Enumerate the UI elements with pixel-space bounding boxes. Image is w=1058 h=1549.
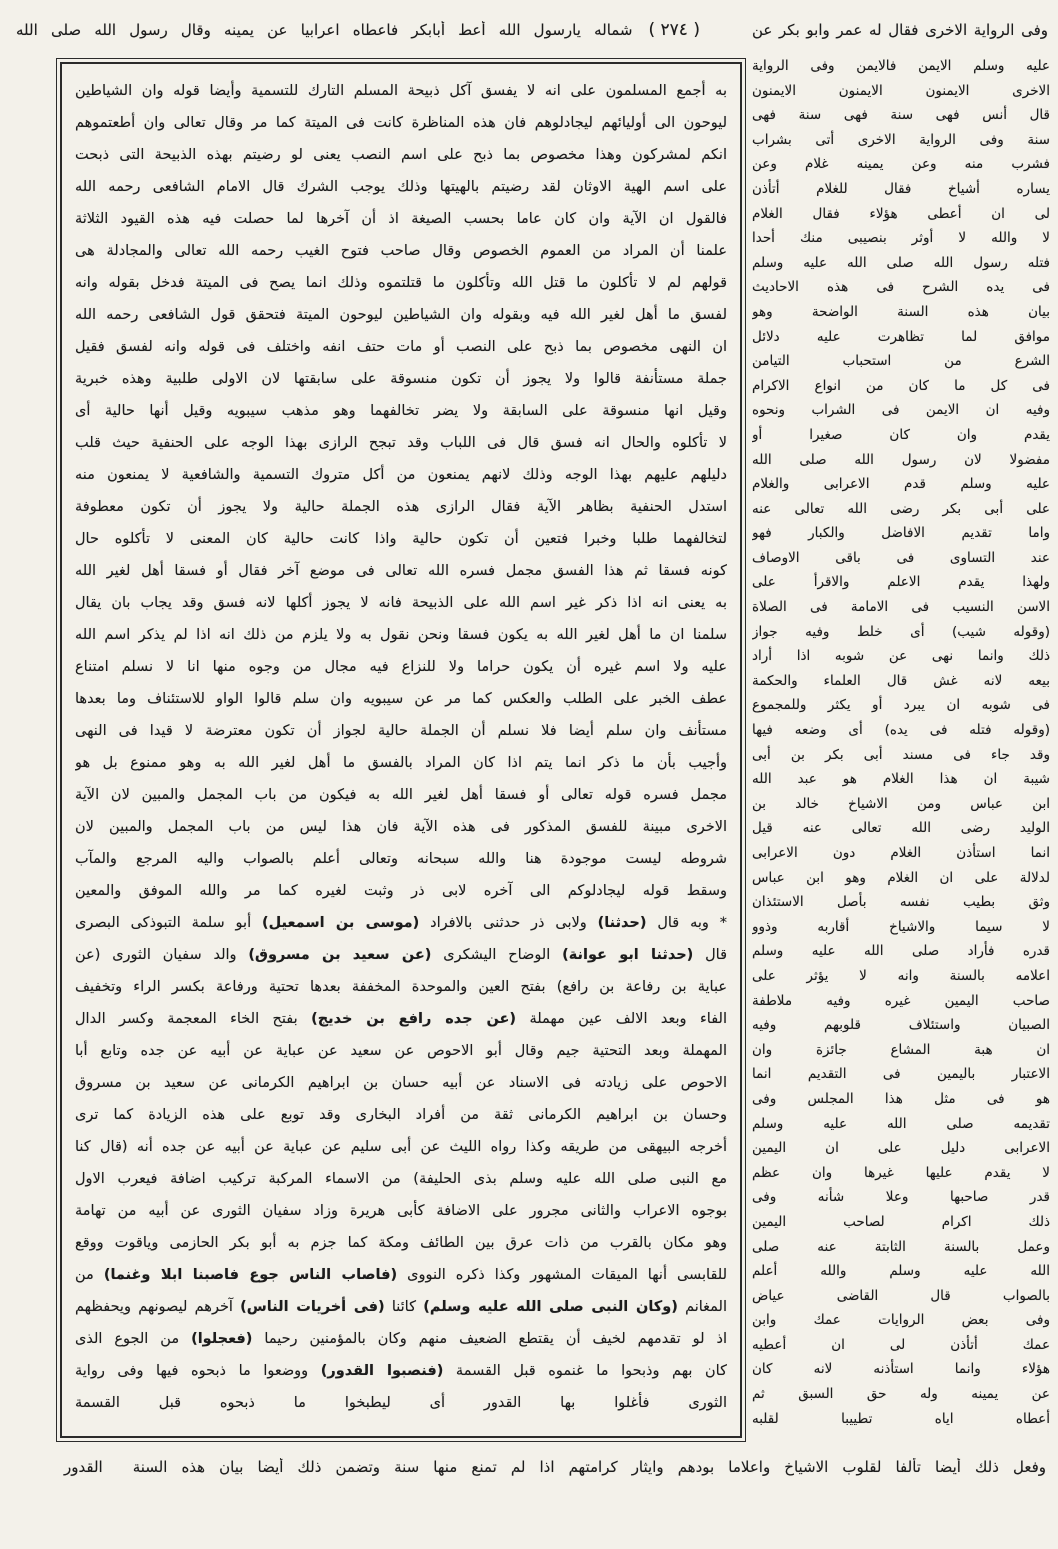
margin-note-line: عمك أتأذن لى ان أعطيه (752, 1336, 1050, 1353)
margin-note-line: قدر صاحبها وعلا شأنه وفى (752, 1189, 1050, 1206)
margin-note-line: ان هبة المشاع جائزة وان (752, 1041, 1050, 1058)
main-text-line: المغانم (وكان النبى صلى الله عليه وسلم) كائنا (فى أخريات الناس) آخرهم ليصونهم ويحفظهم (75, 1299, 727, 1315)
margin-note-line: وعمل بالسنة الثابتة عنه صلى (752, 1238, 1050, 1255)
margin-note-line: (وقوله فتله فى يده) أى وضعه فيها (752, 722, 1050, 739)
main-text-line: دليلهم عليهم بهذا الوجه وذلك لانهم يمنعون من أكل متروك التسمية والشافعية لا يمنعون منه (75, 467, 727, 483)
header-text-left: شماله يارسول الله أعط أبابكر فاعطاه اعرابيا عن يمينه وقال رسول الله صلى الله (16, 21, 633, 39)
margin-note-line: الاعرابى دليل على ان اليمين (752, 1140, 1050, 1157)
main-text-line: ليوحون الى أوليائهم ليجادلوهم فان هذه المناظرة كانت فى الميتة كما مر وقال تعالى وان أطعتموهم (75, 115, 727, 131)
margin-note-line: الله عليه وسلم والله أعلم (752, 1263, 1050, 1280)
main-text-line: فالقول ان الآية وان كان عاما بحسب الصيغة اذ أن آخرها لما حصلت فيه هذه القيود الثلاثة (75, 211, 727, 227)
main-text-line: مجمل فسره قوله تعالى أو فسقا أهل لغير الله به فيكون من باب المجمل والمبين لان الآية (75, 787, 727, 803)
main-text-line: * وبه قال (حدثنا) ولابى ذر حدثنى بالافراد (موسى بن اسمعيل) أبو سلمة التبوذكى البصرى (75, 915, 727, 931)
margin-note-line: ولهذا يقدم الاعلم والاقرأ على (752, 574, 1050, 591)
margin-note-line: فى شوبه ان يبرد أو يكثر وللمجموع (752, 697, 1050, 714)
main-text-line: وقيل انها منسوقة على السابقة ولا يضر تخالفهما وهو مذهب سيبويه وقيل أنها حالية أى (75, 403, 727, 419)
margin-note-line: صاحب اليمين غيره وفيه ملاطفة (752, 992, 1050, 1009)
main-text-frame-inner (60, 62, 742, 1438)
margin-note-line: لا سيما والاشياخ أقاربه وذوو (752, 918, 1050, 935)
margin-note-line: الاعتبار باليمين فى التقديم انما (752, 1066, 1050, 1083)
main-text-frame (56, 58, 746, 1442)
main-text-line: لتخالفهما طلبا وخبرا فتعين أن تكون حالية واذا كانت حالية كان المعنى لا تأكلوه حال (75, 531, 727, 547)
footer-continuation-text: وفعل ذلك أيضا تألفا لقلوب الاشياخ واعلاما بودهم وايثار كرامتهم اذا لم تمنع منها سنة وتضمن ذلك أيضا بيان هذه السنة (132, 1458, 1046, 1476)
main-text-line: مستأنف وان سلم أيضا فلا نسلم أن الجملة حالية لجواز أن تكون معترضة لا قيدا فى النهى (75, 723, 727, 739)
main-text-line: لفسق ما أهل لغير الله فيه وبقوله وان الشياطين ليوحون الميتة فتحقق قول الشافعى رحمه الله (75, 307, 727, 323)
main-text-line: أخرجه البيهقى من طريقه وكذا رواه الليث عن أبى سليم عن عباية عن أبيه عن جده أنه (قال كنا (75, 1139, 727, 1155)
margin-note-line: الاسن النسيب فى الامامة فى الصلاة (752, 599, 1050, 616)
main-text-line: استدل الحنفية بظاهر الآية فقال الرازى هذه الجملة حالية ولا يجوز أن تكون معطوفة (75, 499, 727, 515)
margin-note-line: لى ان أعطى هؤلاء فقال الغلام (752, 205, 1050, 222)
margin-note-line: قال أنس فهى سنة فهى سنة فهى (752, 107, 1050, 124)
main-text-line: وأجيب بأن ما ذكر انما يتم اذا كان المراد بالفسق ما أهل لغير الله به وهو ممنوع بل هو (75, 755, 727, 771)
margin-note-line: الوليد رضى الله تعالى عنه قيل (752, 820, 1050, 837)
margin-note-line: مفضولا لان رسول الله صلى الله (752, 451, 1050, 468)
main-text-line: كان بهم وذبحوا ما غنموه قبل القسمة (فنصبوا القدور) ووضعوا ما ذبحوه فيها وفى رواية (75, 1363, 727, 1379)
margin-note-line: عليه وسلم الايمن فالايمن وفى الرواية (752, 58, 1050, 74)
margin-notes-column (752, 54, 1050, 1438)
catchword: القدور (64, 1458, 103, 1476)
margin-note-line: واما تقديم الافاضل والكبار فهو (752, 525, 1050, 542)
main-text-line: به أجمع المسلمون على انه لا يفسق آكل ذبيحة المسلم التارك للتسمية وأيضا قوله وان الشياطين (75, 83, 727, 99)
margin-note-line: الصبيان واستئلاف قلوبهم وفيه (752, 1017, 1050, 1034)
main-text-line: سلمنا ان ما أهل لغير الله به يكون فسقا ونحن نقول به ولا يلزم من ذلك انه اذا لم يذكر اسم الله (75, 627, 727, 643)
main-text-line: عطف الخبر على الطلب والعكس كما مر عن سيبويه وان سلم قالوا الواو للاستئناف وما بعدها (75, 691, 727, 707)
main-text-line: عباية بن رفاعة بن رافع) بفتح العين والموحدة المخففة بعدها تحتية ورفاعة بكسر الراء وتخفيف (75, 979, 727, 995)
margin-note-line: قدره فأراد صلى الله عليه وسلم (752, 943, 1050, 960)
margin-note-line: عند التساوى فى باقى الاوصاف (752, 549, 1050, 566)
main-text-line: كونه فسقا ثم هذا الفسق مجمل فسره الله تعالى فى موضع آخر فقال أو فسقا أهل لغير الله (75, 563, 727, 579)
margin-note-line: شيبة ان هذا الغلام هو عبد الله (752, 771, 1050, 788)
margin-note-line: ذلك اكرام لصاحب اليمين (752, 1213, 1050, 1230)
main-text-line: وهو مكان بالقرب من ذات عرق بين الطائف ومكة كما جزم به أبو بكر الحازمى وياقوت ووقع (75, 1235, 727, 1251)
page-number: ( ٢٧٤ ) (648, 20, 700, 40)
main-text-line: انكم لمشركون وهذا مخصوص بما ذبح على اسم النصب يعنى لو رضيتم بهذه الذبيحة التى ذبحت (75, 147, 727, 163)
margin-note-line: بيان هذه السنة الواضحة وهو (752, 303, 1050, 320)
margin-note-line: عليه وسلم قدم الاعرابى والغلام (752, 476, 1050, 493)
margin-note-line: هو فى مثل هذا المجلس وفى (752, 1090, 1050, 1107)
margin-note-line: عن يمينه وله حق السبق ثم (752, 1386, 1050, 1403)
main-text-line: جملة مستأنفة قالوا ولا يجوز أن تكون منسوقة على سابقتها لان الاولى طلبية وهذه خبرية (75, 371, 727, 387)
main-text-block (75, 75, 727, 1425)
margin-note-line: لدلالة على ان الغلام وهو ابن عباس (752, 869, 1050, 886)
main-text-line: بوجوه الاعراب والثانى مجرور على الاضافة كأبى هريرة وزاد سفيان الثورى عن أبيه من تهامة (75, 1203, 727, 1219)
main-text-line: قال (حدثنا ابو عوانة) الوضاح اليشكرى (عن سعيد بن مسروق) والد سفيان الثورى (عن (75, 947, 727, 963)
main-text-line: قولهم لم لا تأكلون ما قتل الله وتأكلون ما قتلتموه وذلك انما يصح فى الميتة فدخل بقوله وانه (75, 275, 727, 291)
main-text-line: علمنا أن المراد من العموم الخصوص وقال صاحب فتوح الغيب رحمه الله تعالى والمجادلة هى (75, 243, 727, 259)
main-text-line: الاحوص على زيادته فى الاسناد عن أبيه حسان بن ابراهيم الكرمانى عن سعيد بن مسروق (75, 1075, 727, 1091)
main-text-line: شروطه ليست موجودة هنا والله سبحانه وتعالى أعلم بالصواب واليه المرجع والمآب (75, 851, 727, 867)
margin-note-line: بيعه لانه غش قال العلماء والحكمة (752, 672, 1050, 689)
margin-note-line: موافق لما تظاهرت عليه دلائل (752, 328, 1050, 345)
main-text-line: اذ لو تقدمهم لخيف أن يقتطع الضعيف منهم وكان بالمؤمنين رحيما (فعجلوا) من الجوع الذى (75, 1331, 727, 1347)
margin-note-line: تقديمه صلى الله عليه وسلم (752, 1115, 1050, 1132)
margin-note-line: أعطاه اياه تطييبا لقلبه (752, 1410, 1050, 1427)
margin-note-line: اعلامه بالسنة وانه لا يؤثر على (752, 967, 1050, 984)
main-text-line: المهملة وبعد التحتية جيم وقال أبو الاحوص عن سعيد عن عباية عن أبيه عن جده وتابع أبا (75, 1043, 727, 1059)
margin-note-line: ذلك وانما نهى عن شوبه اذا أراد (752, 648, 1050, 665)
main-text-line: مع النبى صلى الله عليه وسلم بذى الحليفة) من الاسماء المركبة تركيب اضافة فيعرب الاول (75, 1171, 727, 1187)
main-text-line: لا تأكلوه والحال انه فسق قال فى اللباب وقد تبجح الرازى بهذا الوجه على الحنفية حيث قلب (75, 435, 727, 451)
main-text-line: وسقط قوله ليجادلوكم الى آخره لابى ذر وثبت لغيره كما مر والله الموفق والمعين (75, 883, 727, 899)
margin-note-line: الاخرى الايمنون الايمنون الايمنون (752, 82, 1050, 99)
margin-note-line: هؤلاء وانما استأذنه لانه كان (752, 1361, 1050, 1378)
margin-note-line: بالصواب قال القاضى عياض (752, 1287, 1050, 1304)
margin-note-line: فتله رسول الله صلى الله عليه وسلم (752, 254, 1050, 271)
margin-note-line: على أبى بكر رضى الله تعالى عنه (752, 500, 1050, 517)
margin-note-line: فى كل ما كان من انواع الاكرام (752, 377, 1050, 394)
margin-note-line: وقد جاء فى مسند أبى بكر بن أبى (752, 746, 1050, 763)
margin-note-line: لا والله لا أوثر بنصيبى منك أحدا (752, 230, 1050, 247)
main-text-line: الاخرى مبينة للفسق المذكور فى هذه الآية فان هذا ليس من باب المجمل والمبين لان (75, 819, 727, 835)
margin-note-line: انما استأذن الغلام دون الاعرابى (752, 845, 1050, 861)
margin-note-line: وفى بعض الروايات عمك وابن (752, 1312, 1050, 1329)
margin-note-line: الشرع من استحباب التيامن (752, 353, 1050, 370)
main-text-line: وحسان بن ابراهيم الكرمانى ثقة من أفراد البخارى وقد توبع على هذه الزيادة كما ترى (75, 1107, 727, 1123)
margin-note-line: ابن عباس ومن الاشياخ خالد بن (752, 795, 1050, 812)
page-footer (58, 1458, 1046, 1476)
margin-note-line: يساره أشياخ فقال للغلام أتأذن (752, 180, 1050, 197)
margin-note-line: يقدم وان كان صغيرا أو (752, 426, 1050, 443)
main-text-line: به يعنى انه اذا ذكر غير اسم الله على الذبيحة فانه لا يجوز أكلها لانه فسق وقد يجاب بان يقال (75, 595, 727, 611)
margin-note-line: وثق بطيب نفسه بأصل الاستئذان (752, 894, 1050, 911)
margin-note-line: (وقوله شيب) أى خلط وفيه جواز (752, 623, 1050, 640)
main-text-line: عليه ولا اسم غيره أن يكون حراما ولا للنزاع فيه مجال من وجوه منها انا لا نسلم امتناع (75, 659, 727, 675)
margin-note-line: لا يقدم عليها غيرها وان عظم (752, 1164, 1050, 1181)
main-text-line: الفاء وبعد الالف عين مهملة (عن جده رافع بن خديج) بفتح الخاء المعجمة وكسر الدال (75, 1011, 727, 1027)
margin-note-line: فشرب منه وعن يمينه غلام وعن (752, 156, 1050, 173)
header-text-right: وفى الرواية الاخرى فقال له عمر وابو بكر عن (752, 21, 1048, 39)
main-text-line: على اسم الهية الاوثان لقد رضيتم بالهيتها وذلك يوجب الشرك قال الامام الشافعى رحمه الله (75, 179, 727, 195)
main-text-line: للقابسى أنها الميقات المشهور وكذا ذكره النووى (فاصاب الناس جوع فاصبنا ابلا وغنما) من (75, 1267, 727, 1283)
margin-note-line: سنة وفى الرواية الاخرى أتى بشراب (752, 131, 1050, 148)
page-header (16, 20, 1048, 40)
margin-note-line: وفيه ان الايمن فى الشراب ونحوه (752, 402, 1050, 419)
main-text-line: ان النهى مخصوص بما ذبح على النصب أو مات حتف انفه واختلف فى قوله وانه لفسق فقيل (75, 339, 727, 355)
margin-note-line: فى يده الشرح فى هذه الاحاديث (752, 279, 1050, 296)
main-text-line: الثورى فأغلوا بها القدور أى ليطبخوا ما ذبحوه قبل القسمة (75, 1395, 727, 1411)
